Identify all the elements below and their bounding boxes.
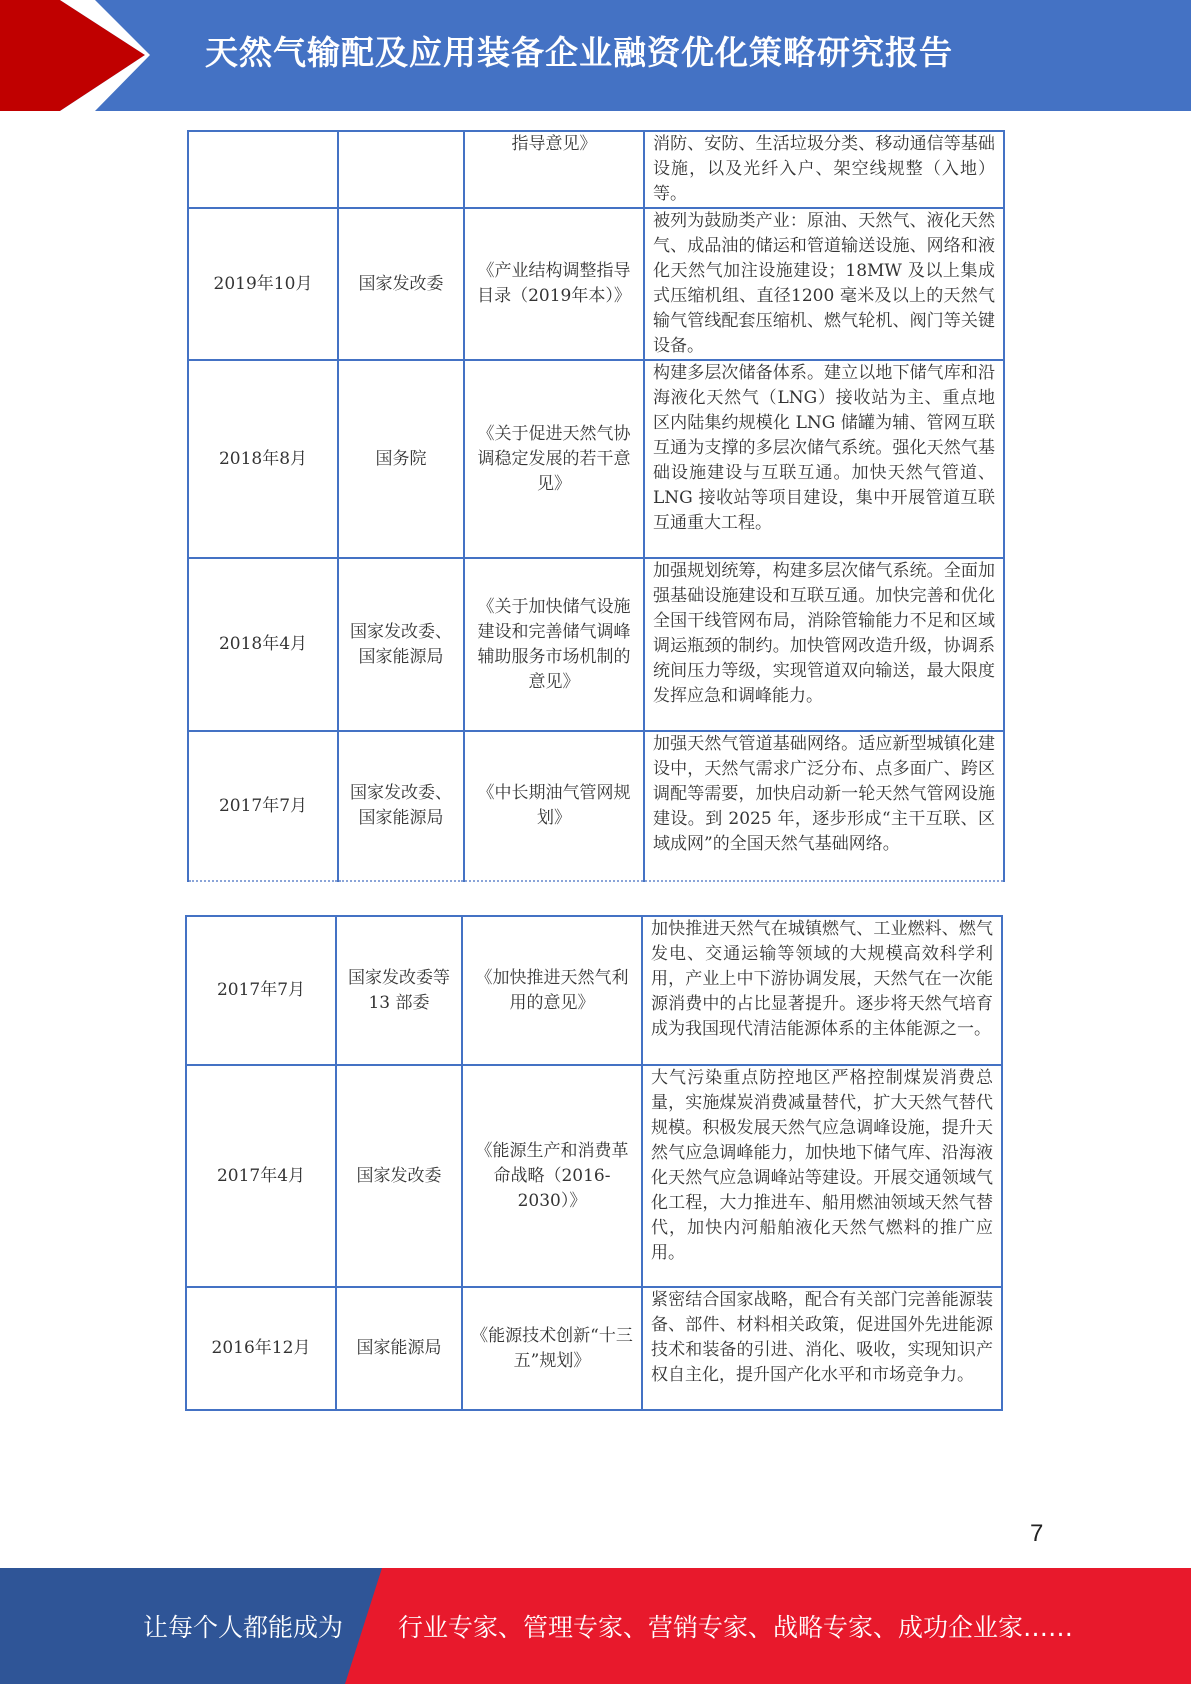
content-cell: 大气污染重点防控地区严格控制煤炭消费总量，实施煤炭消费减量替代，扩大天然气替代规模。积极发展天然气应急调峰设施，提升天然气应急调峰能力，加快地下储气库、沿海液化天然气应急调峰站等建设。开展交通领域气化工程，大力推进车、船用燃油领域天然气替代，加快内河船舶液化天然气燃料的推广应用。 xyxy=(642,1065,1002,1287)
document-cell: 指导意见》 xyxy=(464,131,644,208)
table-row xyxy=(188,208,1004,360)
report-title: 天然气输配及应用装备企业融资优化策略研究报告 xyxy=(205,33,953,72)
header-arrow-decoration xyxy=(0,0,150,111)
document-cell: 《中长期油气管网规划》 xyxy=(464,731,644,881)
issuer-cell: 国家发改委 xyxy=(338,208,464,360)
document-cell: 《能源生产和消费革命战略（2016-2030）》 xyxy=(462,1065,642,1287)
issuer-cell: 国家发改委 xyxy=(336,1065,462,1287)
issuer-cell: 国家发改委、国家能源局 xyxy=(338,731,464,881)
issuer-cell: 国家能源局 xyxy=(336,1287,462,1410)
table-row xyxy=(186,1065,1002,1287)
content-cell: 紧密结合国家战略，配合有关部门完善能源装备、部件、材料相关政策，促进国外先进能源技术和装备的引进、消化、吸收，实现知识产权自主化，提升国产化水平和市场竞争力。 xyxy=(642,1287,1002,1410)
document-cell: 《能源技术创新“十三五”规划》 xyxy=(462,1287,642,1410)
date-cell: 2017年7月 xyxy=(186,916,336,1065)
page-footer xyxy=(0,1568,1191,1684)
page-number: 7 xyxy=(1030,1520,1044,1547)
content-cell: 加快推进天然气在城镇燃气、工业燃料、燃气发电、交通运输等领域的大规模高效科学利用，产业上中下游协调发展，天然气在一次能源消费中的占比显著提升。逐步将天然气培育成为我国现代清洁能源体系的主体能源之一。 xyxy=(642,916,1002,1065)
date-cell: 2018年4月 xyxy=(188,558,338,731)
table-row xyxy=(186,916,1002,1065)
issuer-cell: 国家发改委、国家能源局 xyxy=(338,558,464,731)
document-cell: 《关于促进天然气协调稳定发展的若干意见》 xyxy=(464,360,644,558)
policy-table-continued xyxy=(187,130,1005,882)
table-row xyxy=(188,731,1004,881)
content-cell: 构建多层次储备体系。建立以地下储气库和沿海液化天然气（LNG）接收站为主、重点地区内陆集约规模化 LNG 储罐为辅、管网互联互通为支撑的多层次储气系统。强化天然气基础设施建设与互联互通。加快天然气管道、LNG 接收站等项目建设，集中开展管道互联互通重大工程。 xyxy=(644,360,1004,558)
content-cell: 被列为鼓励类产业：原油、天然气、液化天然气、成品油的储运和管道输送设施、网络和液化天然气加注设施建设；18MW 及以上集成式压缩机组、直径1200 毫米及以上的天然气输气管线配套压缩机、燃气轮机、阀门等关键设备。 xyxy=(644,208,1004,360)
footer-slogan-left: 让每个人都能成为 xyxy=(143,1613,344,1642)
issuer-cell: 国家发改委等 13 部委 xyxy=(336,916,462,1065)
issuer-cell: 国务院 xyxy=(338,360,464,558)
content-cell: 加强天然气管道基础网络。适应新型城镇化建设中，天然气需求广泛分布、点多面广、跨区调配等需要，加快启动新一轮天然气管网设施建设。到 2025 年，逐步形成“主干互联、区域成网”的全国天然气基础网络。 xyxy=(644,731,1004,881)
footer-slogan-right: 行业专家、管理专家、营销专家、战略专家、成功企业家…… xyxy=(398,1613,1074,1642)
table-row xyxy=(188,558,1004,731)
date-cell: 2019年10月 xyxy=(188,208,338,360)
date-cell: 2017年4月 xyxy=(186,1065,336,1287)
page-header xyxy=(0,0,1191,111)
content-cell: 消防、安防、生活垃圾分类、移动通信等基础设施，以及光纤入户、架空线规整（入地）等。 xyxy=(644,131,1004,208)
document-cell: 《加快推进天然气利用的意见》 xyxy=(462,916,642,1065)
content-cell: 加强规划统筹，构建多层次储气系统。全面加强基础设施建设和互联互通。加快完善和优化全国干线管网布局，消除管输能力不足和区域调运瓶颈的制约。加快管网改造升级，协调系统间压力等级，实现管道双向输送，最大限度发挥应急和调峰能力。 xyxy=(644,558,1004,731)
document-cell: 《产业结构调整指导目录（2019年本）》 xyxy=(464,208,644,360)
date-cell: 2018年8月 xyxy=(188,360,338,558)
document-cell: 《关于加快储气设施建设和完善储气调峰辅助服务市场机制的意见》 xyxy=(464,558,644,731)
table-row xyxy=(188,131,1004,208)
policy-table xyxy=(185,915,1003,1411)
date-cell: 2017年7月 xyxy=(188,731,338,881)
date-cell xyxy=(188,131,338,208)
date-cell: 2016年12月 xyxy=(186,1287,336,1410)
table-row xyxy=(186,1287,1002,1410)
table-row xyxy=(188,360,1004,558)
issuer-cell xyxy=(338,131,464,208)
